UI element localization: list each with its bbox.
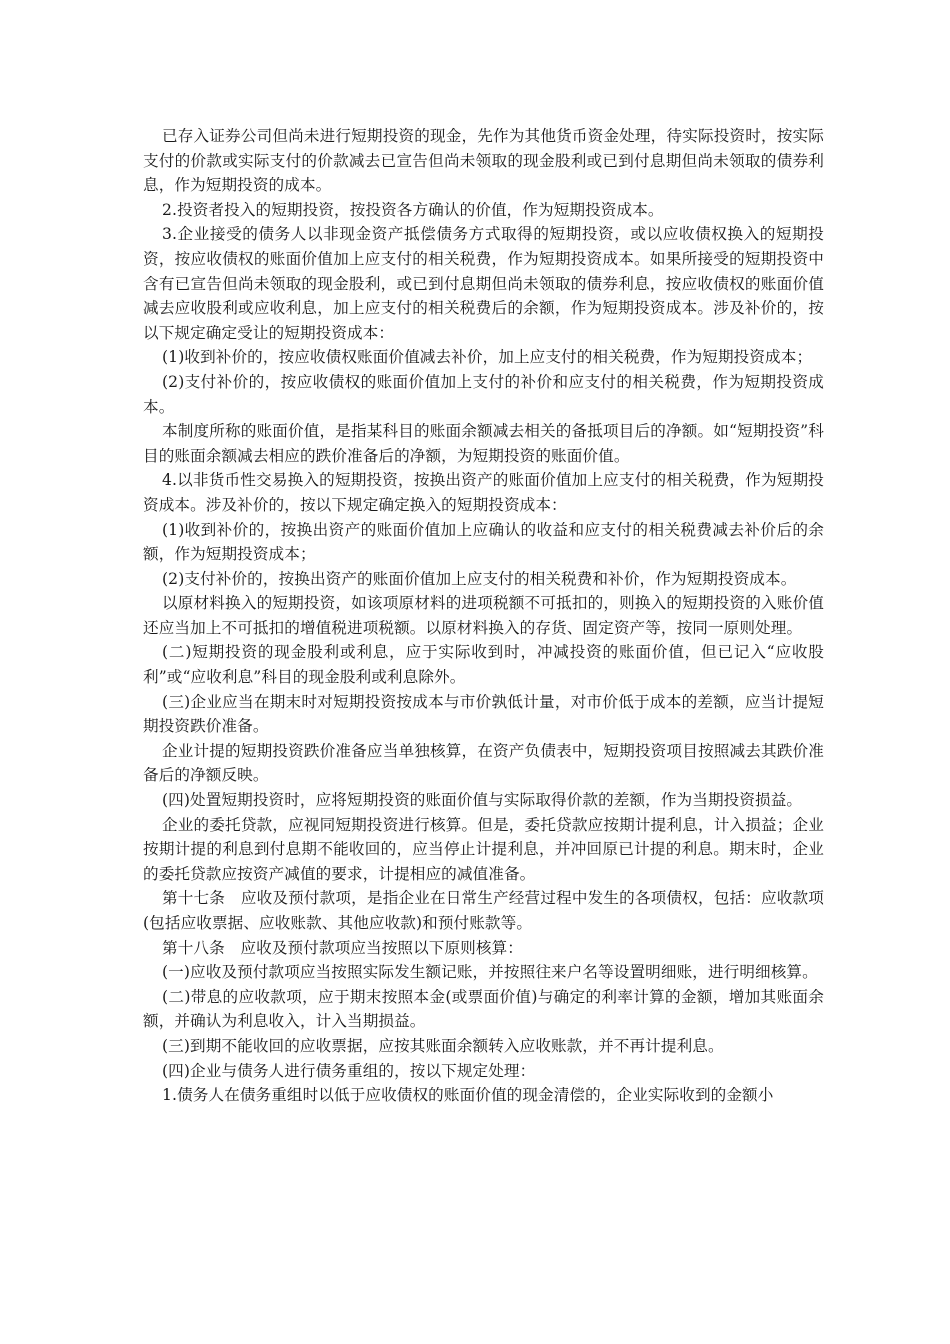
paragraph: 以原材料换入的短期投资，如该项原材料的进项税额不可抵扣的，则换入的短期投资的入账价值还应当加上不可抵扣的增值税进项税额。以原材料换入的存货、固定资产等，按同一原则处理。 (143, 594, 824, 637)
paragraph: (二)带息的应收款项，应于期末按照本金(或票面价值)与确定的利率计算的金额，增加其账面余额，并确认为利息收入，计入当期损益。 (143, 987, 824, 1031)
paragraph: (2)支付补价的，按应收债权的账面价值加上支付的补价和应支付的相关税费，作为短期投资成本。 (143, 372, 824, 416)
paragraph: 本制度所称的账面价值，是指某科目的账面余额减去相关的备抵项目后的净额。如“短期投资”科目的账面余额减去相应的跌价准备后的净额，为短期投资的账面价值。 (143, 422, 824, 465)
paragraph: 3.企业接受的债务人以非现金资产抵偿债务方式取得的短期投资，或以应收债权换入的短期投资，按应收债权的账面价值加上应支付的相关税费，作为短期投资成本。如果所接受的短期投资中含有已宣告但尚未领取的现金股利，或已到付息期但尚未领取的债券利息，按应收债权的账面价值减去应收股利或应收利息，加上应支付的相关税费后的余额，作为短期投资成本。涉及补价的，按以下规定确定受让的短期投资成本： (143, 225, 824, 342)
paragraph: 4.以非货币性交易换入的短期投资，按换出资产的账面价值加上应支付的相关税费，作为短期投资成本。涉及补价的，按以下规定确定换入的短期投资成本： (143, 471, 824, 514)
paragraph: (四)企业与债务人进行债务重组的，按以下规定处理： (162, 1061, 536, 1080)
paragraph: 已存入证券公司但尚未进行短期投资的现金，先作为其他货币资金处理，待实际投资时，按实际支付的价款或实际支付的价款减去已宣告但尚未领取的现金股利或已到付息期但尚未领取的债券利息，作为短期投资的成本。 (143, 127, 824, 195)
paragraph: (三)企业应当在期末时对短期投资按成本与市价孰低计量，对市价低于成本的差额，应当计提短期投资跌价准备。 (143, 692, 824, 736)
paragraph: (四)处置短期投资时，应将短期投资的账面价值与实际取得价款的差额，作为当期投资损益。 (162, 791, 803, 810)
paragraph: (一)应收及预付款项应当按照实际发生额记账，并按照往来户名等设置明细账，进行明细核算。 (162, 963, 818, 982)
document-body (143, 124, 824, 1108)
paragraph: (1)收到补价的，按换出资产的账面价值加上应确认的收益和应支付的相关税费减去补价后的余额，作为短期投资成本； (143, 520, 824, 564)
paragraph: (二)短期投资的现金股利或利息，应于实际收到时，冲减投资的账面价值，但已记入“应收股利”或“应收利息”科目的现金股利或利息除外。 (143, 643, 824, 687)
paragraph: 企业的委托贷款，应视同短期投资进行核算。但是，委托贷款应按期计提利息，计入损益；企业按期计提的利息到付息期不能收回的，应当停止计提利息，并冲回原已计提的利息。期末时，企业的委托贷款应按资产减值的要求，计提相应的减值准备。 (143, 815, 824, 883)
paragraph: 第十七条 应收及预付款项，是指企业在日常生产经营过程中发生的各项债权，包括：应收款项(包括应收票据、应收账款、其他应收款)和预付账款等。 (143, 889, 824, 932)
paragraph: 企业计提的短期投资跌价准备应当单独核算，在资产负债表中，短期投资项目按照减去其跌价准备后的净额反映。 (143, 741, 824, 785)
paragraph: (2)支付补价的，按换出资产的账面价值加上应支付的相关税费和补价，作为短期投资成本。 (162, 569, 797, 588)
paragraph: 2.投资者投入的短期投资，按投资各方确认的价值，作为短期投资成本。 (162, 200, 664, 219)
paragraph: (三)到期不能收回的应收票据，应按其账面余额转入应收账款，并不再计提利息。 (162, 1036, 724, 1055)
paragraph: 第十八条 应收及预付款项应当按照以下原则核算： (162, 938, 523, 957)
paragraph: 1.债务人在债务重组时以低于应收债权的账面价值的现金清偿的，企业实际收到的金额小 (162, 1086, 774, 1105)
paragraph: (1)收到补价的，按应收债权账面价值减去补价，加上应支付的相关税费，作为短期投资成本； (162, 348, 813, 367)
